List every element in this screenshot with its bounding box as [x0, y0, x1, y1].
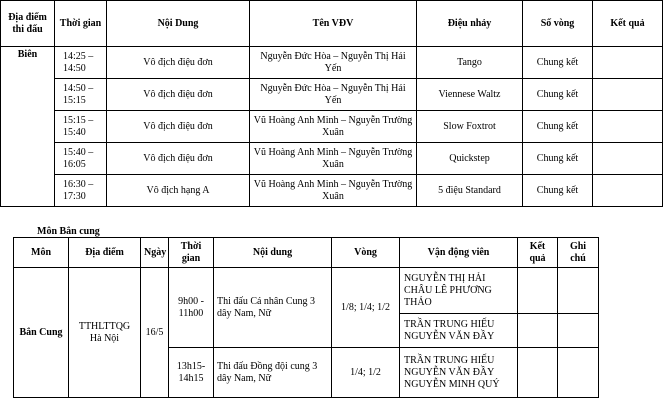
result-cell: [593, 79, 663, 111]
header-venue: Địa điểm thi đấu: [1, 1, 55, 47]
table-row: [1, 111, 663, 143]
dance-cell: Tango: [417, 47, 523, 79]
venue-cell: Biên: [1, 47, 55, 207]
athletes-cell: Vũ Hoàng Anh Minh – Nguyễn Trường Xuân: [250, 111, 417, 143]
result-cell: [518, 314, 558, 348]
round-cell: 1/8; 1/4; 1/2: [332, 268, 400, 348]
result-cell: [518, 268, 558, 314]
table-row: [1, 175, 663, 207]
table-row: [14, 268, 599, 314]
content-cell: Vô địch điệu đơn: [107, 79, 250, 111]
header-sport: Môn: [14, 238, 69, 268]
round-cell: Chung kết: [523, 47, 593, 79]
dance-cell: Quickstep: [417, 143, 523, 175]
result-cell: [593, 47, 663, 79]
header-time: Thời gian: [169, 238, 214, 268]
result-cell: [593, 143, 663, 175]
athletes-cell: TRẦN TRUNG HIẾU NGUYỄN VĂN ĐẦY NGUYỄN MINH QUÝ: [400, 348, 518, 398]
athletes-cell: Nguyễn Đức Hòa – Nguyễn Thị Hải Yến: [250, 79, 417, 111]
round-cell: Chung kết: [523, 175, 593, 207]
header-result: Kết quả: [518, 238, 558, 268]
table-header-row: [14, 238, 599, 268]
header-round: Số vòng: [523, 1, 593, 47]
header-content: Nội dung: [214, 238, 332, 268]
time-cell: 13h15- 14h15: [169, 348, 214, 398]
time-cell: 9h00 - 11h00: [169, 268, 214, 348]
round-cell: Chung kết: [523, 143, 593, 175]
header-note: Ghi chú: [558, 238, 599, 268]
content-cell: Thi đấu Cá nhân Cung 3 dây Nam, Nữ: [214, 268, 332, 348]
round-cell: Chung kết: [523, 79, 593, 111]
table-row: [1, 47, 663, 79]
note-cell: [558, 314, 599, 348]
note-cell: [558, 268, 599, 314]
archery-schedule-table: [13, 237, 599, 398]
time-cell: 15:15 – 15:40: [55, 111, 107, 143]
time-cell: 14:25 – 14:50: [55, 47, 107, 79]
header-time: Thời gian: [55, 1, 107, 47]
dance-cell: Viennese Waltz: [417, 79, 523, 111]
table-row: [1, 79, 663, 111]
table-row: [1, 143, 663, 175]
header-athletes: Tên VĐV: [250, 1, 417, 47]
header-date: Ngày: [141, 238, 169, 268]
content-cell: Vô địch hạng A: [107, 175, 250, 207]
header-location: Địa điểm: [69, 238, 141, 268]
location-cell: TTHLTTQG Hà Nội: [69, 268, 141, 398]
section-title-archery: Môn Bắn cung: [37, 226, 100, 237]
round-cell: Chung kết: [523, 111, 593, 143]
header-dance: Điệu nhảy: [417, 1, 523, 47]
content-cell: Vô địch điệu đơn: [107, 143, 250, 175]
content-cell: Vô địch điệu đơn: [107, 47, 250, 79]
athletes-cell: Vũ Hoàng Anh Minh – Nguyễn Trường Xuân: [250, 175, 417, 207]
athletes-cell: Nguyễn Đức Hòa – Nguyễn Thị Hải Yến: [250, 47, 417, 79]
header-round: Vòng: [332, 238, 400, 268]
dance-cell: 5 điệu Standard: [417, 175, 523, 207]
result-cell: [518, 348, 558, 398]
athletes-cell: Vũ Hoàng Anh Minh – Nguyễn Trường Xuân: [250, 143, 417, 175]
dance-cell: Slow Foxtrot: [417, 111, 523, 143]
header-result: Kết quả: [593, 1, 663, 47]
time-cell: 14:50 – 15:15: [55, 79, 107, 111]
content-cell: Vô địch điệu đơn: [107, 111, 250, 143]
sport-cell: Bắn Cung: [14, 268, 69, 398]
result-cell: [593, 175, 663, 207]
athletes-cell: NGUYỄN THỊ HẢI CHÂU LÊ PHƯƠNG THẢO: [400, 268, 518, 314]
header-athletes: Vận động viên: [400, 238, 518, 268]
content-cell: Thi đấu Đồng đội cung 3 dây Nam, Nữ: [214, 348, 332, 398]
result-cell: [593, 111, 663, 143]
round-cell: 1/4; 1/2: [332, 348, 400, 398]
athletes-cell: TRẦN TRUNG HIẾU NGUYỄN VĂN ĐẦY: [400, 314, 518, 348]
note-cell: [558, 348, 599, 398]
time-cell: 16:30 – 17:30: [55, 175, 107, 207]
time-cell: 15:40 – 16:05: [55, 143, 107, 175]
header-content: Nội Dung: [107, 1, 250, 47]
date-cell: 16/5: [141, 268, 169, 398]
table-header-row: [1, 1, 663, 47]
